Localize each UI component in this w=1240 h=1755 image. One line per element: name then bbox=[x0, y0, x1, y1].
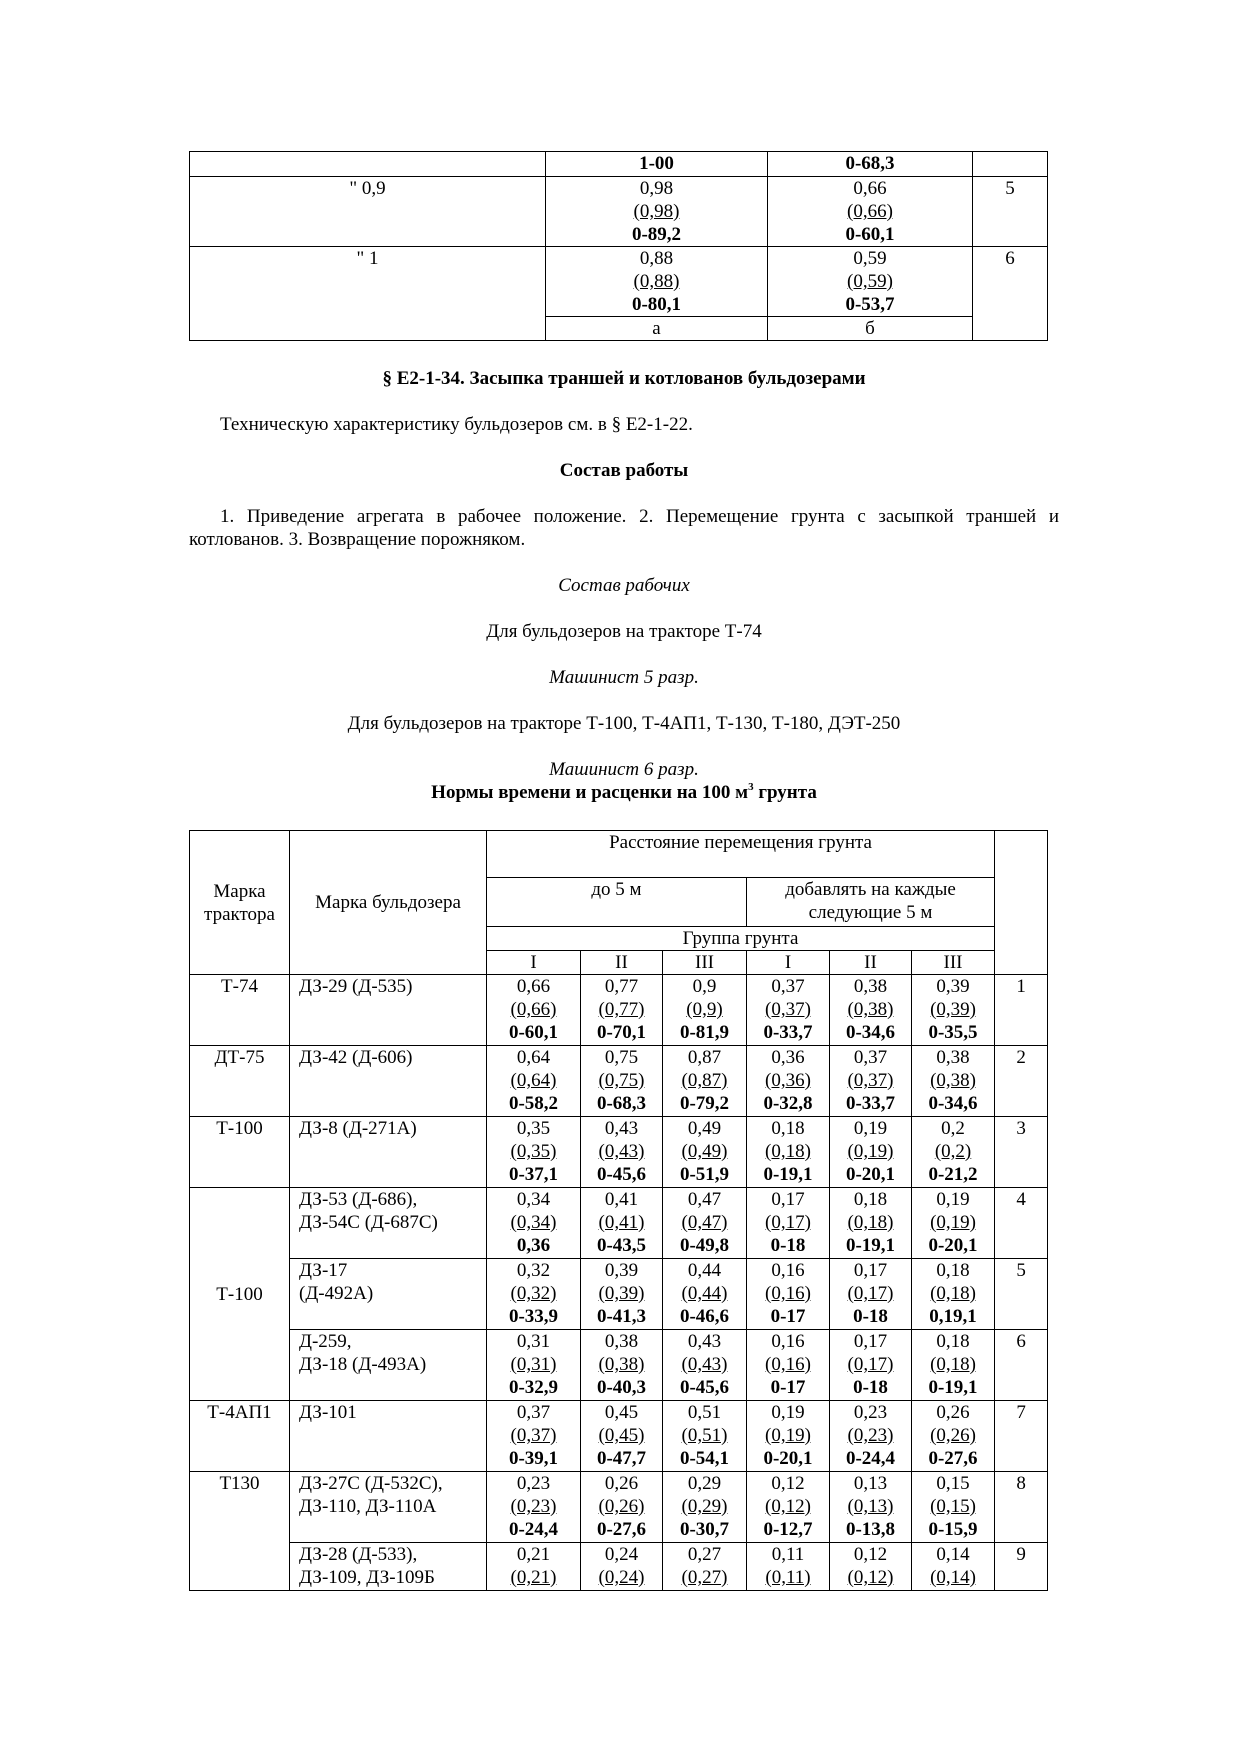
value-cell: 0,43 (0,43) 0-45,6 bbox=[663, 1330, 747, 1401]
value-cell: 0,16 (0,16) 0-17 bbox=[747, 1330, 830, 1401]
bulldozer-cell: ДЗ-101 bbox=[290, 1401, 487, 1472]
value-cell: 0,43 (0,43) 0-45,6 bbox=[581, 1117, 663, 1188]
norms-table bbox=[189, 830, 1048, 1591]
value-cell: 0,41 (0,41) 0-43,5 bbox=[581, 1188, 663, 1259]
tech-ref-text: Техническую характеристику бульдозеров см. в § Е2-1-22. bbox=[220, 414, 693, 435]
row-number: 5 bbox=[995, 1259, 1048, 1330]
crew-1-grade: Машинист 5 разр. bbox=[549, 667, 699, 688]
table-row bbox=[190, 1543, 1048, 1591]
value-cell: 0,13 (0,13) 0-13,8 bbox=[830, 1472, 912, 1543]
row-number: 6 bbox=[995, 1330, 1048, 1401]
bulldozer-cell: ДЗ-17 (Д-492А) bbox=[290, 1259, 487, 1330]
bulldozer-cell: ДЗ-27С (Д-532С), ДЗ-110, ДЗ-110А bbox=[290, 1472, 487, 1543]
row-number: 8 bbox=[995, 1472, 1048, 1543]
top-header-b: 0-68,3 bbox=[768, 152, 973, 177]
row-number: 5 bbox=[973, 177, 1048, 247]
value-cell: 0,12 (0,12) 0-12,7 bbox=[747, 1472, 830, 1543]
table-row bbox=[190, 1259, 1048, 1330]
value-cell: 0,36 (0,36) 0-32,8 bbox=[747, 1046, 830, 1117]
group-label: III bbox=[663, 951, 747, 975]
value-cell: 0,26 (0,26) 0-27,6 bbox=[581, 1472, 663, 1543]
norms-table-body bbox=[190, 975, 1048, 1591]
value-cell: 0,18 (0,18) 0-19,1 bbox=[912, 1330, 995, 1401]
table-row bbox=[190, 1401, 1048, 1472]
value-cell: 0,38 (0,38) 0-40,3 bbox=[581, 1330, 663, 1401]
row-number: 1 bbox=[995, 975, 1048, 1046]
table-row bbox=[190, 1046, 1048, 1117]
value-cell: 0,19 (0,19) 0-20,1 bbox=[912, 1188, 995, 1259]
table-row bbox=[190, 1472, 1048, 1543]
value-cell: 0,17 (0,17) 0-18 bbox=[830, 1259, 912, 1330]
value-cell: 0,14 (0,14) bbox=[912, 1543, 995, 1591]
header-group: Группа грунта bbox=[487, 927, 995, 951]
footer-a: а bbox=[546, 317, 768, 341]
row-label: " 1 bbox=[190, 247, 546, 341]
table-row bbox=[190, 177, 1048, 247]
workers-heading: Состав рабочих bbox=[558, 575, 690, 596]
header-tractor: Марка трактора bbox=[190, 831, 290, 975]
table-row bbox=[190, 247, 1048, 317]
table-row bbox=[190, 975, 1048, 1046]
header-distance: Расстояние перемещения грунта bbox=[487, 831, 995, 878]
tractor-cell: Т-100 bbox=[190, 1188, 290, 1401]
value-cell: 0,12 (0,12) bbox=[830, 1543, 912, 1591]
crew-2-label: Для бульдозеров на тракторе Т-100, Т-4АП1, Т-130, Т-180, ДЭТ-250 bbox=[347, 713, 901, 734]
row-number: 9 bbox=[995, 1543, 1048, 1591]
group-label: III bbox=[912, 951, 995, 975]
value-cell: 0,24 (0,24) bbox=[581, 1543, 663, 1591]
value-cell: 0,37 (0,37) 0-33,7 bbox=[830, 1046, 912, 1117]
crew-2-grade: Машинист 6 разр. bbox=[549, 759, 699, 780]
table-row bbox=[190, 1188, 1048, 1259]
value-cell: 0,18 (0,18) 0-19,1 bbox=[830, 1188, 912, 1259]
value-cell: 0,19 (0,19) 0-20,1 bbox=[747, 1401, 830, 1472]
value-cell: 0,75 (0,75) 0-68,3 bbox=[581, 1046, 663, 1117]
value-cell: 0,21 (0,21) bbox=[487, 1543, 581, 1591]
row-number: 2 bbox=[995, 1046, 1048, 1117]
row-label: " 0,9 bbox=[190, 177, 546, 247]
bulldozer-cell: ДЗ-8 (Д-271А) bbox=[290, 1117, 487, 1188]
value-cell: 0,66 (0,66) 0-60,1 bbox=[768, 177, 973, 247]
bulldozer-cell: ДЗ-53 (Д-686), ДЗ-54С (Д-687С) bbox=[290, 1188, 487, 1259]
header-add5: добавлять на каждые следующие 5 м bbox=[747, 878, 995, 927]
value-cell: 0,37 (0,37) 0-33,7 bbox=[747, 975, 830, 1046]
value-cell: 0,18 (0,18) 0,19,1 bbox=[912, 1259, 995, 1330]
top-table bbox=[189, 151, 1048, 341]
value-cell: 0,27 (0,27) bbox=[663, 1543, 747, 1591]
group-label: I bbox=[747, 951, 830, 975]
value-cell: 0,9 (0,9) 0-81,9 bbox=[663, 975, 747, 1046]
value-cell: 0,29 (0,29) 0-30,7 bbox=[663, 1472, 747, 1543]
value-cell: 0,37 (0,37) 0-39,1 bbox=[487, 1401, 581, 1472]
value-cell: 0,49 (0,49) 0-51,9 bbox=[663, 1117, 747, 1188]
row-number: 4 bbox=[995, 1188, 1048, 1259]
value-cell: 0,17 (0,17) 0-18 bbox=[747, 1188, 830, 1259]
header-bulldozer: Марка бульдозера bbox=[290, 831, 487, 975]
section-title: § Е2-1-34. Засыпка траншей и котлованов бульдозерами bbox=[382, 368, 866, 389]
norms-title: Нормы времени и расценки на 100 $м^3$ грунта bbox=[431, 781, 817, 803]
value-cell: 0,47 (0,47) 0-49,8 bbox=[663, 1188, 747, 1259]
value-cell: 0,87 (0,87) 0-79,2 bbox=[663, 1046, 747, 1117]
group-label: II bbox=[581, 951, 663, 975]
value-cell: 0,15 (0,15) 0-15,9 bbox=[912, 1472, 995, 1543]
tractor-cell: Т-100 bbox=[190, 1117, 290, 1188]
value-cell: 0,88 (0,88) 0-80,1 bbox=[546, 247, 768, 317]
tractor-cell: Т-74 bbox=[190, 975, 290, 1046]
value-cell: 0,39 (0,39) 0-41,3 bbox=[581, 1259, 663, 1330]
value-cell: 0,45 (0,45) 0-47,7 bbox=[581, 1401, 663, 1472]
table-row bbox=[190, 1330, 1048, 1401]
bulldozer-cell: Д-259, ДЗ-18 (Д-493А) bbox=[290, 1330, 487, 1401]
bulldozer-cell: ДЗ-42 (Д-606) bbox=[290, 1046, 487, 1117]
value-cell: 0,2 (0,2) 0-21,2 bbox=[912, 1117, 995, 1188]
value-cell: 0,31 (0,31) 0-32,9 bbox=[487, 1330, 581, 1401]
value-cell: 0,26 (0,26) 0-27,6 bbox=[912, 1401, 995, 1472]
group-label: I bbox=[487, 951, 581, 975]
value-cell: 0,64 (0,64) 0-58,2 bbox=[487, 1046, 581, 1117]
value-cell: 0,16 (0,16) 0-17 bbox=[747, 1259, 830, 1330]
tractor-cell: ДТ-75 bbox=[190, 1046, 290, 1117]
table-row bbox=[190, 1117, 1048, 1188]
value-cell: 0,59 (0,59) 0-53,7 bbox=[768, 247, 973, 317]
work-text: 1. Приведение агрегата в рабочее положение. 2. Перемещение грунта с засыпкой траншей и котлованов. 3. Возвращение порожняком. bbox=[189, 506, 1059, 550]
value-cell: 0,51 (0,51) 0-54,1 bbox=[663, 1401, 747, 1472]
value-cell: 0,23 (0,23) 0-24,4 bbox=[487, 1472, 581, 1543]
value-cell: 0,18 (0,18) 0-19,1 bbox=[747, 1117, 830, 1188]
top-header-a: 1-00 bbox=[546, 152, 768, 177]
value-cell: 0,77 (0,77) 0-70,1 bbox=[581, 975, 663, 1046]
value-cell: 0,44 (0,44) 0-46,6 bbox=[663, 1259, 747, 1330]
bulldozer-cell: ДЗ-29 (Д-535) bbox=[290, 975, 487, 1046]
value-cell: 0,35 (0,35) 0-37,1 bbox=[487, 1117, 581, 1188]
value-cell: 0,19 (0,19) 0-20,1 bbox=[830, 1117, 912, 1188]
row-number: 6 bbox=[973, 247, 1048, 341]
value-cell: 0,98 (0,98) 0-89,2 bbox=[546, 177, 768, 247]
group-label: II bbox=[830, 951, 912, 975]
value-cell: 0,17 (0,17) 0-18 bbox=[830, 1330, 912, 1401]
tractor-cell: Т130 bbox=[190, 1472, 290, 1591]
value-cell: 0,39 (0,39) 0-35,5 bbox=[912, 975, 995, 1046]
crew-1-label: Для бульдозеров на тракторе Т-74 bbox=[486, 621, 762, 642]
value-cell: 0,66 (0,66) 0-60,1 bbox=[487, 975, 581, 1046]
value-cell: 0,11 (0,11) bbox=[747, 1543, 830, 1591]
header-upto5: до 5 м bbox=[487, 878, 747, 927]
value-cell: 0,32 (0,32) 0-33,9 bbox=[487, 1259, 581, 1330]
value-cell: 0,38 (0,38) 0-34,6 bbox=[830, 975, 912, 1046]
top-table-header-row bbox=[190, 152, 1048, 177]
value-cell: 0,34 (0,34) 0,36 bbox=[487, 1188, 581, 1259]
tractor-cell: Т-4АП1 bbox=[190, 1401, 290, 1472]
value-cell: 0,23 (0,23) 0-24,4 bbox=[830, 1401, 912, 1472]
bulldozer-cell: ДЗ-28 (Д-533), ДЗ-109, ДЗ-109Б bbox=[290, 1543, 487, 1591]
row-number: 3 bbox=[995, 1117, 1048, 1188]
footer-b: б bbox=[768, 317, 973, 341]
row-number: 7 bbox=[995, 1401, 1048, 1472]
work-heading: Состав работы bbox=[559, 460, 689, 481]
value-cell: 0,38 (0,38) 0-34,6 bbox=[912, 1046, 995, 1117]
